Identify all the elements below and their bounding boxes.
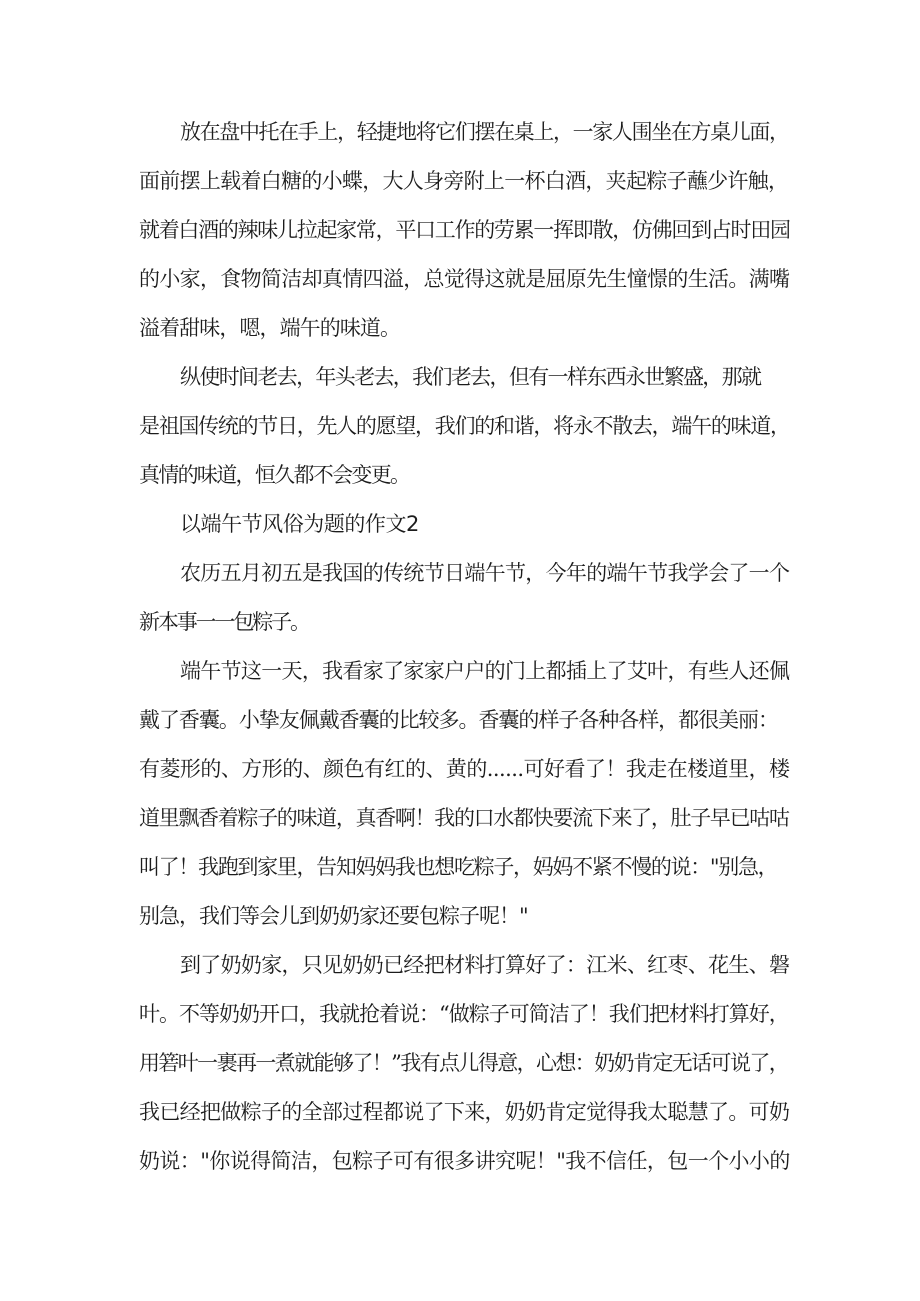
text-line: 有菱形的、方形的、颜色有红的、黄的......可好看了！我走在楼道里，楼: [139, 757, 790, 781]
text-line: 戴了香囊。小挚友佩戴香囊的比较多。香囊的样子各种各样，都很美丽：: [139, 708, 778, 732]
text-line: 端午节这一天，我看家了家家户户的门上都插上了艾叶，有些人还佩: [180, 659, 790, 683]
text-line: 用箬叶一裹再一煮就能够了！”我有点儿得意，心想：奶奶肯定无话可说了，: [139, 1051, 789, 1075]
text-line: 的小家，食物简洁却真情四溢，总觉得这就是屈原先生憧憬的生活。满嘴: [139, 267, 790, 291]
text-line: 农历五月初五是我国的传统节日端午节，今年的端午节我学会了一个: [180, 561, 790, 585]
text-line: 放在盘中托在手上，轻捷地将它们摆在桌上，一家人围坐在方桌儿面，: [180, 120, 789, 144]
text-line: 纵使时间老去，年头老去，我们老去，但有一样东西永世繁盛，那就: [180, 365, 761, 389]
text-line: 我已经把做粽子的全部过程都说了下来，奶奶肯定觉得我太聪慧了。可奶: [139, 1100, 790, 1124]
text-line: 是祖国传统的节日，先人的愿望，我们的和谐，将永不散去，端午的味道，: [139, 414, 790, 438]
text-line: 奶说："你说得简洁，包粽子可有很多讲究呢！"我不信任，包一个小小的: [139, 1149, 790, 1173]
text-line: 叶。不等奶奶开口，我就抢着说：“做粽子可简洁了！我们把材料打算好，: [139, 1002, 789, 1026]
text-line: 道里飘香着粽子的味道，真香啊！我的口水都快要流下来了，肚子早已咕咕: [139, 806, 789, 830]
text-line: 面前摆上载着白糖的小蝶，大人身旁附上一杯白酒，夹起粽子蘸少许触，: [139, 169, 789, 193]
text-line: 真情的味道，恒久都不会变更。: [139, 463, 410, 487]
text-line: 叫了！我跑到家里，告知妈妈我也想吃粽子，妈妈不紧不慢的说："别急，: [139, 855, 778, 879]
text-line: 别急，我们等会儿到奶奶家还要包粽子呢！": [139, 904, 528, 928]
text-line: 到了奶奶家，只见奶奶已经把材料打算好了：江米、红枣、花生、磐: [180, 953, 790, 977]
text-line: 就着白酒的辣味儿拉起家常，平口工作的劳累一挥即散，仿佛回到占时田园: [139, 218, 790, 242]
text-line: 溢着甜味，嗯，端午的味道。: [139, 316, 401, 340]
section-title: 以端午节风俗为题的作文2: [180, 512, 419, 536]
text-line: 新本事一一包粽子。: [139, 610, 309, 634]
